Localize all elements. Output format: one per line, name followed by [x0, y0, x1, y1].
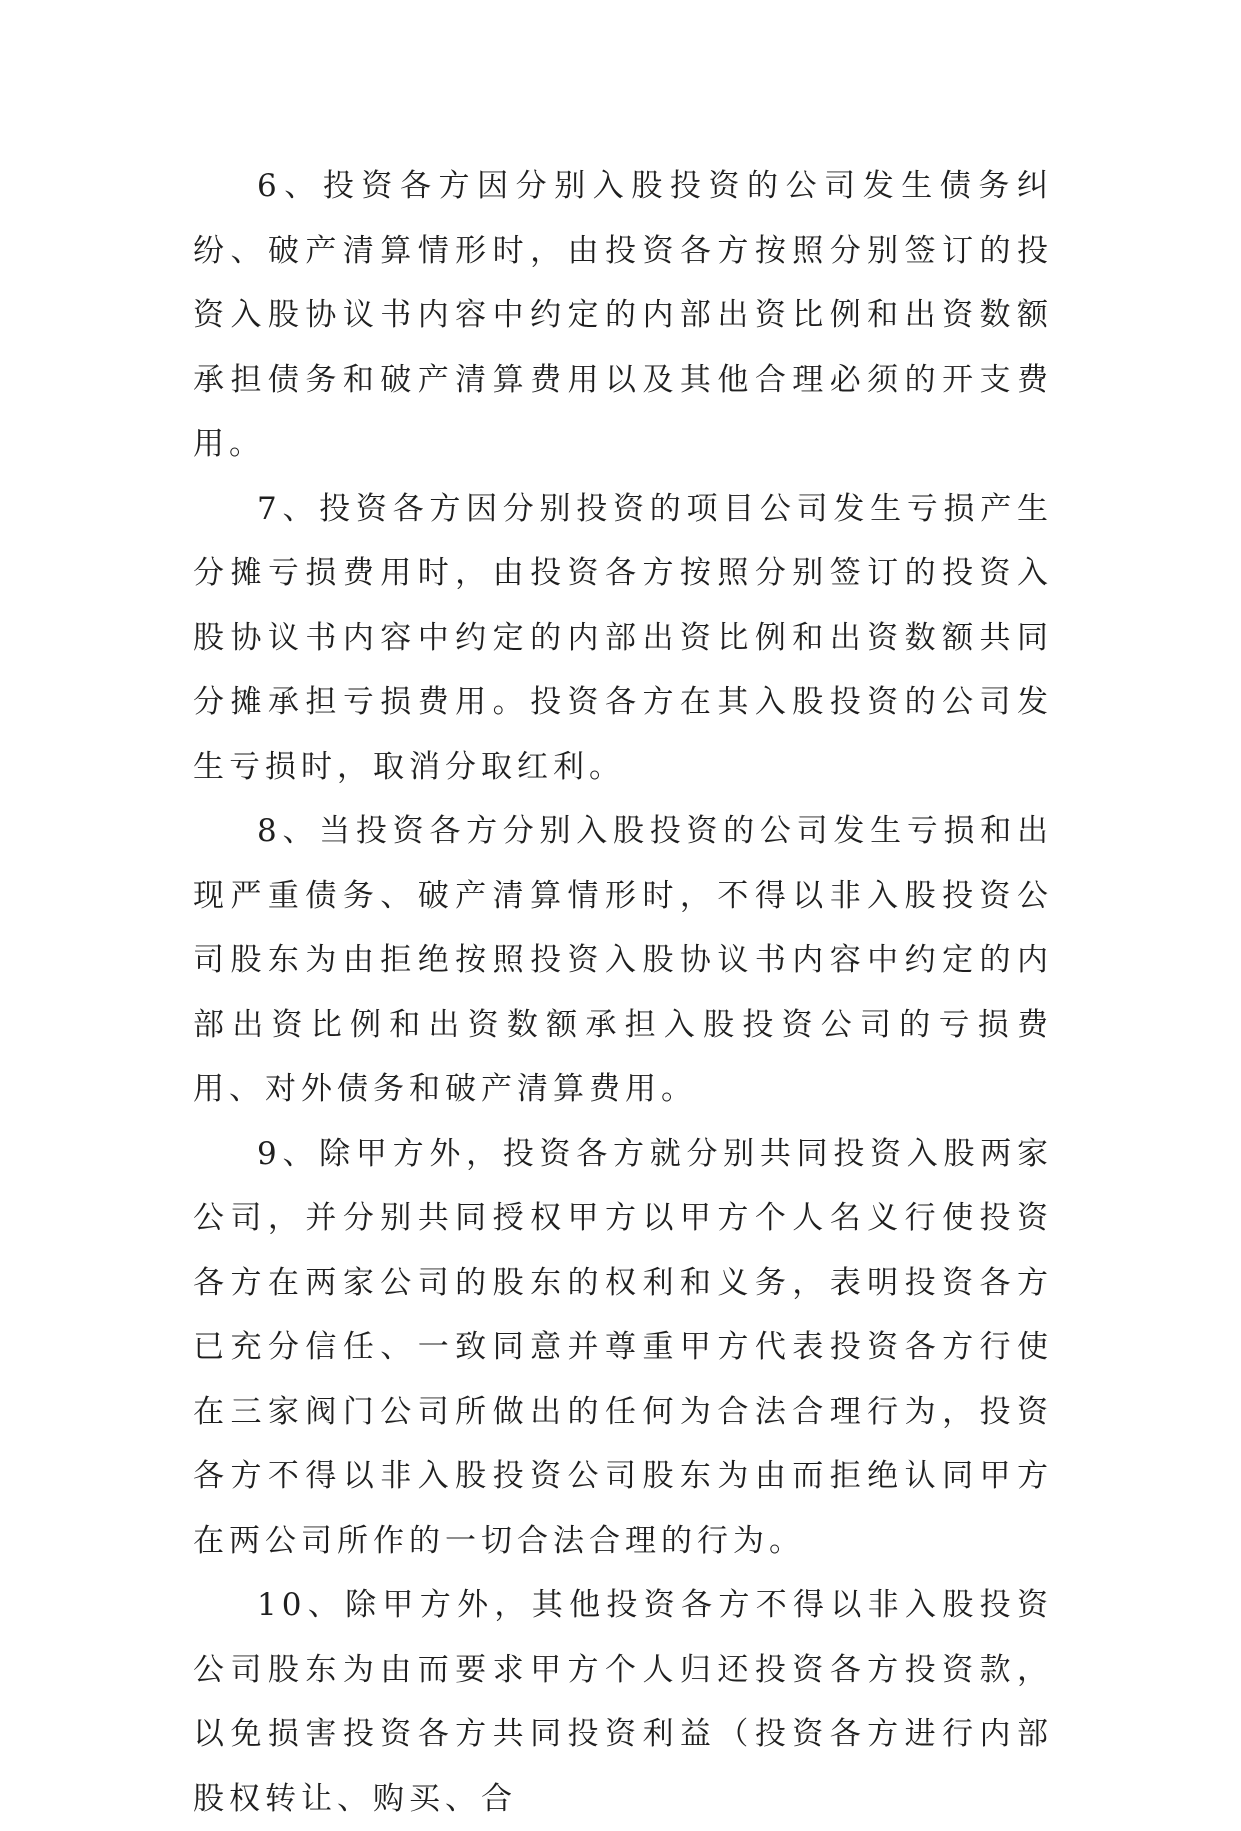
clause-10-paragraph: 10、除甲方外，其他投资各方不得以非入股投资公司股东为由而要求甲方个人归还投资各方投资款，以免损害投资各方共同投资利益（投资各方进行内部股权转让、购买、合 — [193, 1587, 1053, 1817]
clause-7-paragraph: 7、投资各方因分别投资的项目公司发生亏损产生分摊亏损费用时，由投资各方按照分别签订的投资入股协议书内容中约定的内部出资比例和出资数额共同分摊承担亏损费用。投资各方在其入股投资的公司发生亏损时，取消分取红利。 — [193, 490, 1053, 785]
clause-6-paragraph: 6、投资各方因分别入股投资的公司发生债务纠纷、破产清算情形时，由投资各方按照分别签订的投资入股协议书内容中约定的内部出资比例和出资数额承担债务和破产清算费用以及其他合理必须的开支费用。 — [193, 168, 1053, 462]
clause-9-paragraph: 9、除甲方外，投资各方就分别共同投资入股两家公司，并分别共同授权甲方以甲方个人名义行使投资各方在两家公司的股东的权利和义务，表明投资各方已充分信任、一致同意并尊重甲方代表投资各方行使在三家阀门公司所做出的任何为合法合理行为，投资各方不得以非入股投资公司股东为由而拒绝认同甲方在两公司所作的一切合法合理的行为。 — [193, 1135, 1053, 1559]
document-body — [193, 154, 1053, 1831]
clause-8-paragraph: 8、当投资各方分别入股投资的公司发生亏损和出现严重债务、破产清算情形时，不得以非入股投资公司股东为由拒绝按照投资入股协议书内容中约定的内部出资比例和出资数额承担入股投资公司的亏损费用、对外债务和破产清算费用。 — [193, 813, 1053, 1107]
